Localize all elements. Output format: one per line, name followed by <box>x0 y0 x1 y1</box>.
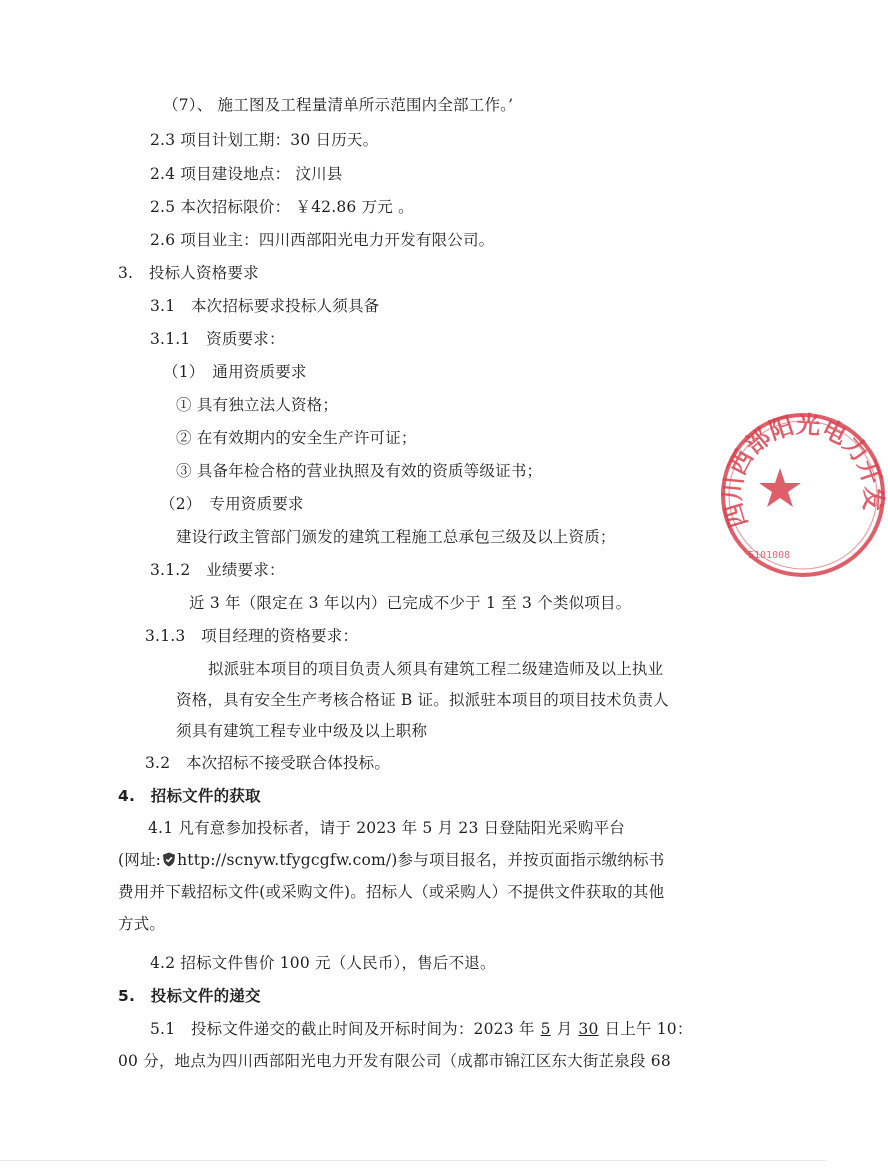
text-line: 3.2 本次招标不接受联合体投标。 <box>145 754 391 772</box>
text-line: 2.3 项目计划工期：30 日历天。 <box>150 131 379 149</box>
month-label: 月 <box>556 1020 573 1038</box>
deadline-month: 5 <box>540 1020 551 1038</box>
deadline-text: 5.1 投标文件递交的截止时间及开标时间为：2023 年 <box>150 1020 535 1038</box>
text-line: 资格，具有安全生产考核合格证 B 证。拟派驻本项目的项目技术负责人 <box>176 691 669 709</box>
deadline-day: 30 <box>578 1020 599 1038</box>
text-line: 00 分，地点为四川西部阳光电力开发有限公司（成都市锦江区东大街芷泉段 68 <box>118 1052 671 1070</box>
text-line: ① 具有独立法人资格； <box>176 396 339 414</box>
text-line: 4.2 招标文件售价 100 元（人民币），售后不退。 <box>150 954 496 972</box>
text-line: ② 在有效期内的安全生产许可证； <box>176 429 417 447</box>
text-line: 2.5 本次招标限价： ￥42.86 万元 。 <box>150 198 414 216</box>
text-line: ③ 具备年检合格的营业执照及有效的资质等级证书； <box>176 462 543 480</box>
text-line: 3.1 本次招标要求投标人须具备 <box>150 297 380 315</box>
section-heading: 5. 投标文件的递交 <box>118 987 261 1005</box>
section-heading: 4. 招标文件的获取 <box>118 787 261 805</box>
text-line: 方式。 <box>118 915 166 933</box>
text-line: 3.1.2 业绩要求： <box>150 561 285 579</box>
text-line: 拟派驻本项目的项目负责人须具有建筑工程二级建造师及以上执业 <box>208 660 664 678</box>
text-line: （2） 专用资质要求 <box>160 495 304 513</box>
svg-text:四川西部阳光电力开发: 四川西部阳光电力开发 <box>718 410 888 531</box>
svg-text:5101008: 5101008 <box>748 550 791 561</box>
text-line: 2.4 项目建设地点： 汶川县 <box>150 165 343 183</box>
text-line: 3.1.1 资质要求： <box>150 330 285 348</box>
text-line: 4.1 凡有意参加投标者，请于 2023 年 5 月 23 日登陆阳光采购平台 <box>148 819 625 837</box>
text-line: 建设行政主管部门颁发的建筑工程施工总承包三级及以上资质； <box>176 528 616 546</box>
text-line: 费用并下载招标文件(或采购文件)。招标人（或采购人）不提供文件获取的其他 <box>118 883 665 901</box>
text-line: 3.1.3 项目经理的资格要求： <box>145 627 359 645</box>
page-edge <box>0 1160 827 1161</box>
text-line <box>118 849 664 871</box>
text-line: （1） 通用资质要求 <box>163 363 307 381</box>
shield-check-icon <box>162 852 176 867</box>
section-heading: 3. 投标人资格要求 <box>118 264 259 282</box>
link-prefix: (网址: <box>118 851 162 869</box>
text-line: 须具有建筑工程专业中级及以上职称 <box>176 722 428 740</box>
text-line: 2.6 项目业主：四川西部阳光电力开发有限公司。 <box>150 231 495 249</box>
deadline-time: 日上午 10： <box>604 1020 693 1038</box>
company-seal-stamp <box>718 410 888 580</box>
text-line: （7）、 施工图及工程量清单所示范围内全部工作。’ <box>163 96 514 114</box>
text-line <box>150 1018 693 1040</box>
text-line: 近 3 年（限定在 3 年以内）已完成不少于 1 至 3 个类似项目。 <box>189 594 632 612</box>
link-url-text[interactable]: http://scnyw.tfygcgfw.com/)参与项目报名，并按页面指示缴纳标书 <box>177 851 665 869</box>
